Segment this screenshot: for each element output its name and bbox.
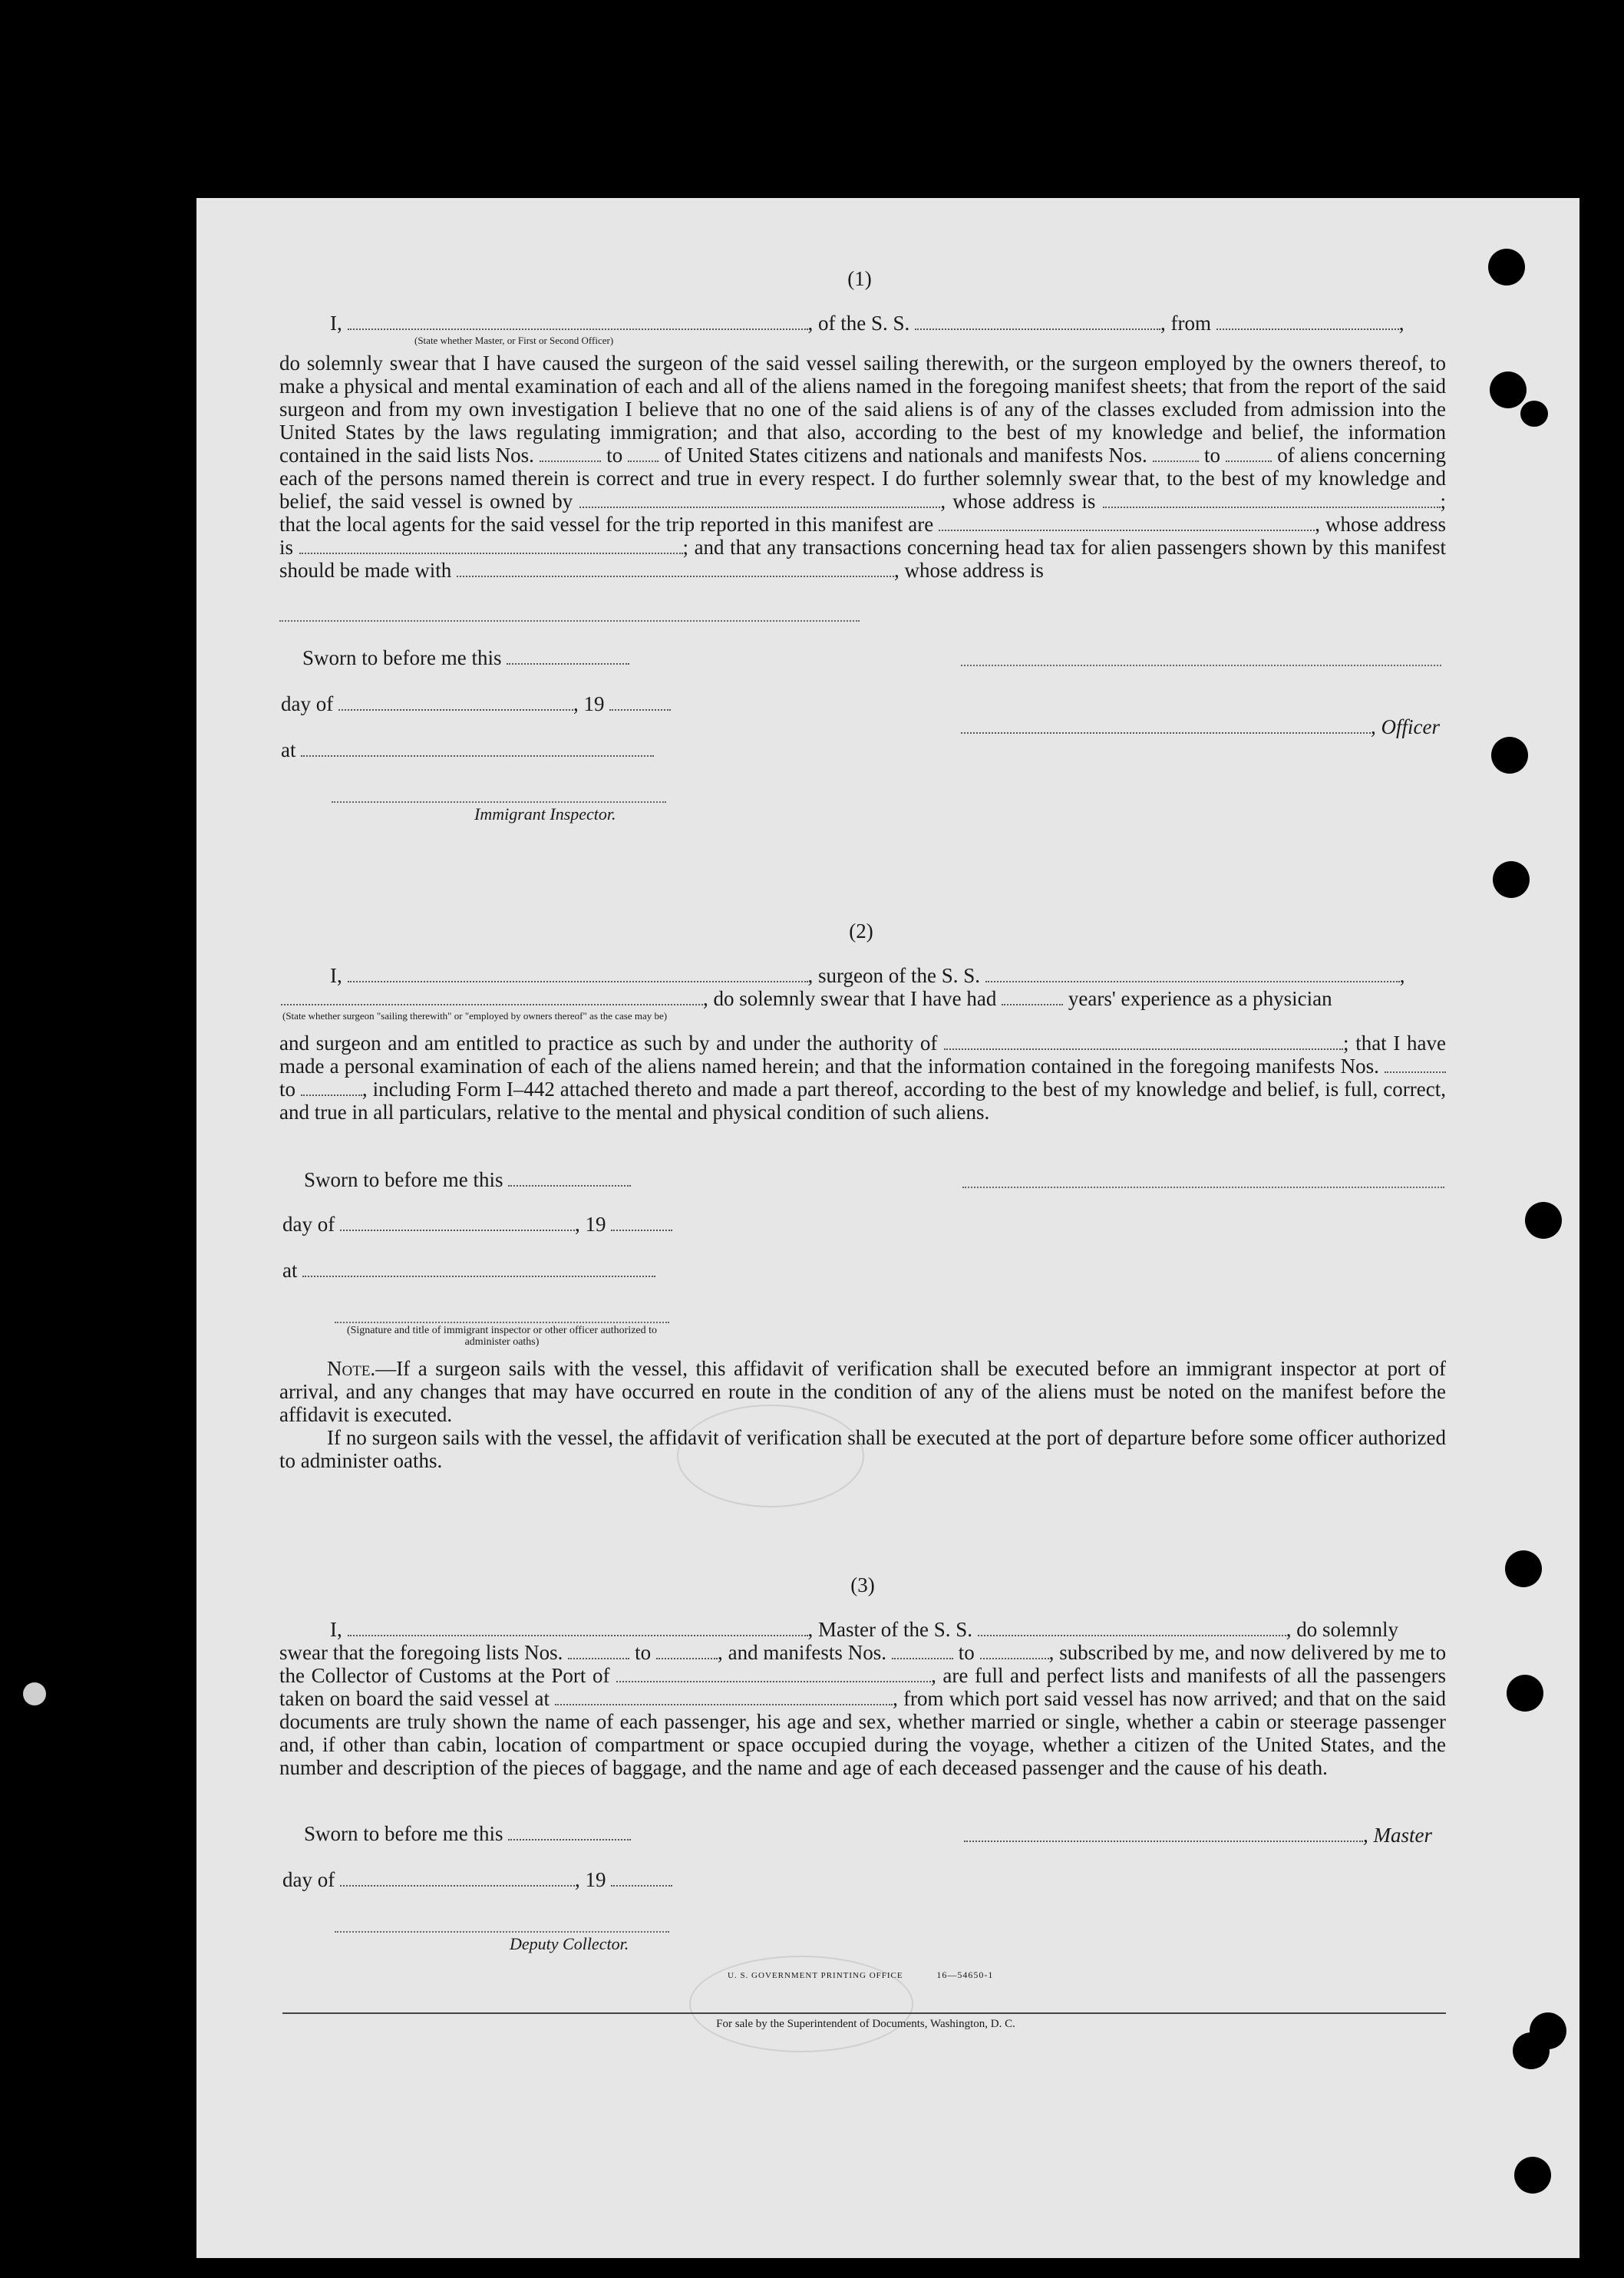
lists-to-field[interactable]: [628, 445, 659, 462]
sworn-line: [304, 1822, 631, 1845]
punch-hole: [1493, 861, 1530, 898]
head-tax-party-field[interactable]: [457, 560, 894, 577]
from-port-field[interactable]: [1216, 313, 1399, 330]
place-field[interactable]: [302, 1260, 655, 1277]
text: , of the S. S.: [807, 312, 910, 335]
lists-to-field[interactable]: [656, 1642, 718, 1659]
text: years' experience as a physician: [1068, 987, 1332, 1010]
text: Sworn to before me this: [302, 646, 502, 669]
punch-hole: [1507, 1675, 1543, 1712]
vessel-name-field[interactable]: [978, 1619, 1286, 1636]
master-name-field[interactable]: [348, 1619, 808, 1636]
sworn-day-field[interactable]: [508, 1824, 631, 1841]
text: to: [279, 1078, 296, 1101]
punch-hole: [1491, 737, 1528, 774]
text: do solemnly swear that I have caused the surgeon of the said vessel sailing therewith, or the surgeon employed by the owners thereof, to make a physical and mental examination of each and all of the aliens named in the foregoing manifest sheets; that from the report of the said surgeon and from my own investigation I believe that no one of the said aliens is of any of the classes excluded from admission into the United States by the laws regulating immigration; and that also, according to the best of my knowledge and belief, the information contained in the said lists Nos.: [279, 352, 1446, 467]
punch-hole: [1513, 2032, 1550, 2069]
section-2-line-2: [281, 987, 1332, 1010]
note-paragraph-2: [279, 1426, 1446, 1472]
text: , whose address is: [893, 559, 1044, 582]
agents-address-field[interactable]: [299, 537, 683, 554]
punch-hole: [23, 1682, 46, 1705]
section-1-paragraph: [279, 352, 1446, 582]
section-1-line-1: [330, 312, 1404, 335]
text: If no surgeon sails with the vessel, the affidavit of verification shall be executed at the port of departure before some officer authorized to administer oaths.: [279, 1426, 1446, 1472]
punch-hole: [1520, 401, 1548, 427]
text: U. S. GOVERNMENT PRINTING OFFICE: [728, 1971, 903, 1980]
text: to: [958, 1641, 975, 1664]
text: ;: [1440, 490, 1447, 513]
title-field[interactable]: [348, 313, 808, 330]
month-field[interactable]: [338, 694, 573, 711]
deputy-label: Deputy Collector.: [510, 1934, 629, 1953]
text: day of: [281, 692, 334, 715]
text: of United States citizens and nationals and manifests Nos.: [664, 444, 1147, 467]
owner-address-field[interactable]: [1103, 491, 1441, 508]
text: I,: [330, 1618, 342, 1641]
officer-label: , Officer: [1371, 715, 1440, 738]
signature-line[interactable]: [961, 665, 1441, 666]
section-2-heading: (2): [849, 919, 873, 943]
local-agents-field[interactable]: [939, 514, 1315, 531]
section-3-heading: (3): [850, 1573, 875, 1596]
section-2-line-1: [330, 964, 1405, 987]
manifests-to-field[interactable]: [1226, 445, 1272, 462]
text: , including Form I–442 attached thereto and made a part thereof, according to the best of my knowledge and belief, is full, correct, and true in all particulars, relative to the mental and physical condition of such aliens.: [279, 1078, 1446, 1124]
text: I,: [330, 964, 342, 987]
text: ; that I have made a personal examination of each of the aliens named herein; and that the information contained in the foregoing manifests Nos.: [279, 1032, 1447, 1078]
month-field[interactable]: [340, 1214, 575, 1231]
officer-line: [961, 715, 1440, 738]
text: , 19: [573, 692, 605, 715]
year-field[interactable]: [611, 1214, 672, 1231]
surgeon-status-field[interactable]: [281, 989, 703, 1005]
month-field[interactable]: [340, 1870, 575, 1887]
section-3-paragraph: [279, 1641, 1446, 1779]
surgeon-signature-line[interactable]: [962, 1187, 1444, 1188]
text: , from: [1160, 312, 1211, 335]
note-label: Note.: [327, 1357, 376, 1380]
title-field-note: (State whether Master, or First or Second Officer): [414, 335, 614, 346]
surgeon-name-field[interactable]: [348, 966, 808, 982]
authority-field[interactable]: [944, 1033, 1343, 1050]
section-3-line-1: [330, 1618, 1398, 1641]
text: to: [1204, 444, 1221, 467]
at-line: [282, 1259, 655, 1282]
master-signature-field[interactable]: [964, 1825, 1363, 1842]
vessel-name-field[interactable]: [915, 313, 1160, 330]
gpo-imprint: [728, 1969, 993, 1982]
year-field[interactable]: [611, 1870, 672, 1887]
text: to: [606, 444, 623, 467]
section-1-heading: (1): [847, 267, 872, 290]
vessel-name-field[interactable]: [985, 966, 1400, 982]
master-line: [964, 1824, 1432, 1847]
year-field[interactable]: [609, 694, 671, 711]
port-field[interactable]: [616, 1666, 931, 1682]
text: , are full and perfect lists and manifests of all the passengers taken on board the said vessel at: [279, 1664, 1446, 1710]
text: , Master of the S. S.: [807, 1618, 972, 1641]
sworn-line: [304, 1168, 631, 1191]
punch-hole: [1490, 371, 1527, 408]
text: , do solemnly swear that I have had: [703, 987, 997, 1010]
text: , surgeon of the S. S.: [807, 964, 981, 987]
lists-from-field[interactable]: [568, 1642, 629, 1659]
text: , whose address is: [940, 490, 1096, 513]
officer-signature-line[interactable]: [335, 1322, 669, 1323]
punch-hole: [1514, 2157, 1551, 2194]
inspector-label: Immigrant Inspector.: [474, 804, 616, 824]
manifests-from-field[interactable]: [892, 1642, 953, 1659]
master-label: , Master: [1363, 1824, 1432, 1847]
manifests-to-field[interactable]: [301, 1079, 362, 1096]
text: , from which port said vessel has now arrived; and that on the said documents are truly shown the name of each passenger, his age and sex, whether married or single, whether a cabin or steerage passenger and, if other than cabin, location of compartment or space occupied during the voyage, whether a citizen of the United States, and the number and description of the pieces of baggage, and the name and age of each deceased passenger and the cause of his death.: [279, 1687, 1446, 1779]
text: ,: [1399, 964, 1405, 987]
text: ,: [1315, 513, 1320, 536]
years-experience-field[interactable]: [1002, 989, 1063, 1005]
text: day of: [282, 1868, 335, 1891]
section-2-paragraph: [279, 1032, 1446, 1124]
note-paragraph: [279, 1357, 1446, 1426]
form-number: 16—54650-1: [936, 1969, 994, 1980]
text: Sworn to before me this: [304, 1822, 503, 1845]
text: , 19: [574, 1868, 606, 1891]
text: , 19: [574, 1213, 606, 1236]
at-line: [281, 738, 654, 761]
place-field[interactable]: [301, 740, 654, 757]
officer-signature-field[interactable]: [961, 717, 1371, 734]
text: , subscribed by me, and now delivered by me to the Collector of Customs at the Port of: [279, 1641, 1447, 1687]
signature-note: (Signature and title of immigrant inspector or other officer authorized to administer oaths): [346, 1325, 658, 1348]
text: of aliens concerning each of the persons named therein is correct and true in every respect. I do further solemnly swear that, to the best of my knowledge and belief, the said vessel is owned by: [279, 444, 1446, 513]
manifests-from-field[interactable]: [1385, 1056, 1446, 1073]
text: whose address is: [279, 513, 1446, 559]
text: day of: [282, 1213, 335, 1236]
sworn-day-field[interactable]: [508, 1170, 631, 1187]
lists-from-field[interactable]: [540, 445, 601, 462]
text: to: [635, 1641, 652, 1664]
text: , do solemnly: [1286, 1618, 1398, 1641]
text: ; and that any transactions concerning head tax for alien passengers shown by this manifest should be made with: [279, 536, 1447, 582]
sworn-line: [302, 646, 629, 669]
sale-notice: For sale by the Superintendent of Documents, Washington, D. C.: [716, 2018, 1015, 2030]
text: that the local agents for the said vessel for the trip reported in this manifest are: [279, 513, 934, 536]
text: at: [282, 1259, 298, 1282]
head-tax-address-field[interactable]: [279, 620, 860, 622]
text: swear that the foregoing lists Nos.: [279, 1641, 563, 1664]
punch-hole: [1505, 1550, 1542, 1587]
text: at: [281, 738, 296, 761]
owner-field[interactable]: [579, 491, 940, 508]
departure-port-field[interactable]: [555, 1689, 893, 1705]
punch-hole: [1488, 249, 1525, 286]
manifests-from-field[interactable]: [1153, 445, 1199, 462]
footer-rule: [282, 2012, 1446, 2014]
punch-hole: [1525, 1202, 1562, 1239]
text: , and manifests Nos.: [718, 1641, 887, 1664]
manifests-to-field[interactable]: [980, 1642, 1049, 1659]
sworn-day-field[interactable]: [507, 648, 629, 665]
text: I,: [330, 312, 342, 335]
day-of-line: [282, 1868, 672, 1891]
text: ,: [1398, 312, 1404, 335]
day-of-line: [281, 692, 671, 715]
day-of-line: [282, 1213, 672, 1236]
text: and surgeon and am entitled to practice as such by and under the authority of: [279, 1032, 938, 1055]
surgeon-status-note: (State whether surgeon "sailing therewith" or "employed by owners thereof" as the case may be): [282, 1010, 668, 1022]
text: —If a surgeon sails with the vessel, this affidavit of verification shall be executed before an immigrant inspector at port of arrival, and any changes that may have occurred en route in the condition of any of the aliens must be noted on the manifest before the affidavit is executed.: [279, 1357, 1446, 1426]
text: Sworn to before me this: [304, 1168, 503, 1191]
